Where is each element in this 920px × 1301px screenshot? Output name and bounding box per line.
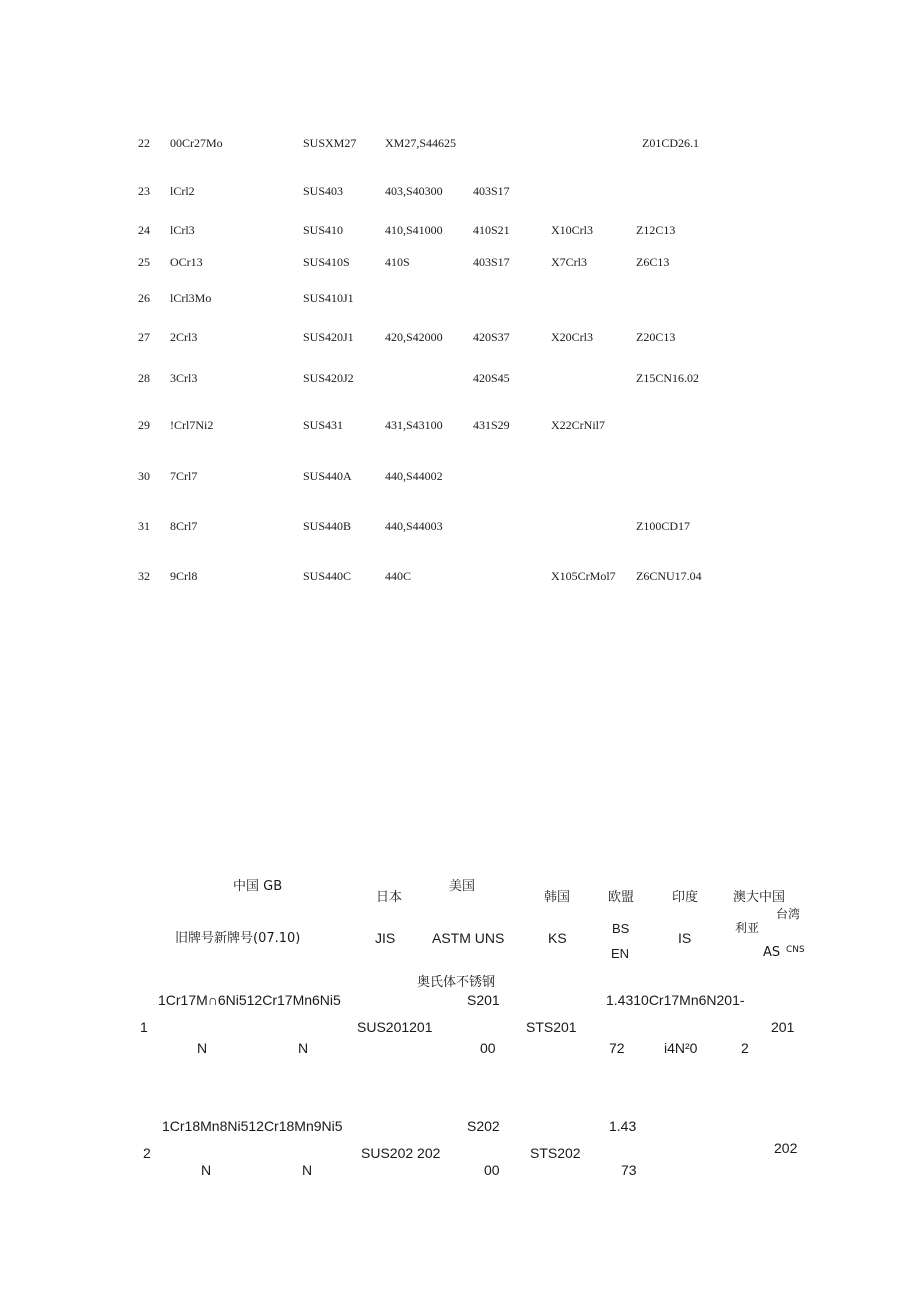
row-number: 32	[138, 569, 150, 583]
astm-grade: 410,S41000	[385, 223, 443, 237]
row-number: 2	[143, 1145, 151, 1161]
as-suffix: 2	[741, 1040, 749, 1056]
en-suffix: 72	[609, 1040, 625, 1056]
uns-suffix: 00	[480, 1040, 496, 1056]
bs-grade: 431S29	[473, 418, 510, 432]
header-ks: KS	[548, 930, 567, 946]
jis-grade: SUS410S	[303, 255, 350, 269]
astm-grade: 440,S44003	[385, 519, 443, 533]
header-australia-china: 澳大中国	[733, 890, 786, 905]
astm-grade: 440,S44002	[385, 469, 443, 483]
bs-grade: 410S21	[473, 223, 510, 237]
en-grade: 1.4310Cr17Mn6N201-	[606, 992, 745, 1008]
astm-grade: XM27,S44625	[385, 136, 457, 150]
gb-grades: 1Cr18Mn8Ni512Cr18Mn9Ni5	[162, 1118, 343, 1134]
row-number: 23	[138, 184, 150, 198]
gb-grade: 8Crl7	[170, 519, 198, 533]
header-usa: 美国	[449, 879, 476, 894]
jis-grade: SUS440B	[303, 519, 352, 533]
bs-grade: 420S37	[473, 330, 510, 344]
jis-grade: SUS440A	[303, 469, 352, 483]
en-grade: X22CrNil7	[551, 418, 605, 432]
jis-grade: SUS420J2	[303, 371, 354, 385]
row-number: 31	[138, 519, 150, 533]
gb-grade: lCrl3	[170, 223, 195, 237]
header-jis: JIS	[375, 930, 396, 946]
header-eu: 欧盟	[608, 890, 635, 905]
is-grade: i4N²0	[664, 1040, 698, 1056]
gb-grade: OCr13	[170, 255, 203, 269]
row-number: 30	[138, 469, 150, 483]
row-number: 26	[138, 291, 150, 305]
jis-grade: SUS201201	[357, 1019, 433, 1035]
ks-grade: STS202	[530, 1145, 581, 1161]
header-australia-fragment: 利亚	[735, 921, 760, 935]
row-number: 28	[138, 371, 150, 385]
gb-grades: 1Cr17M∩6Ni512Cr17Mn6Ni5	[158, 992, 341, 1008]
header-korea: 韩国	[544, 890, 571, 905]
jis-grade: SUS420J1	[303, 330, 354, 344]
row-number: 25	[138, 255, 150, 269]
section-title: 奥氏体不锈钢	[417, 975, 496, 990]
en-grade: 1.43	[609, 1118, 637, 1134]
bs-grade: 420S45	[473, 371, 510, 385]
row-number: 27	[138, 330, 150, 344]
gb-grade: 2Crl3	[170, 330, 198, 344]
astm-grade: 431,S43100	[385, 418, 443, 432]
jis-grade: SUS403	[303, 184, 344, 198]
en-suffix: 73	[621, 1162, 637, 1178]
row-number: 24	[138, 223, 150, 237]
row-number: 29	[138, 418, 150, 432]
gb-grade: 7Crl7	[170, 469, 198, 483]
header-china-gb: 中国 GB	[233, 879, 283, 894]
jis-grade: SUSXM27	[303, 136, 357, 150]
header-astm-uns: ASTM UNS	[432, 930, 505, 946]
en-grade: X10Crl3	[551, 223, 593, 237]
astm-grade: 440C	[385, 569, 412, 583]
ks-grade: STS201	[526, 1019, 577, 1035]
n-suffix: N	[298, 1040, 309, 1056]
uns-grade: S202	[467, 1118, 500, 1134]
uns-suffix: 00	[484, 1162, 500, 1178]
header-en: EN	[611, 946, 630, 961]
jis-grade: SUS202 202	[361, 1145, 441, 1161]
nf-grade: Z6C13	[636, 255, 670, 269]
nf-grade: Z01CD26.1	[642, 136, 699, 150]
header-as: AS	[763, 945, 781, 960]
header-india: 印度	[672, 890, 699, 905]
astm-grade: 403,S40300	[385, 184, 443, 198]
bs-grade: 403S17	[473, 184, 510, 198]
header-old-new-grade: 旧牌号新牌号(07.10)	[175, 931, 301, 946]
nf-grade: Z20C13	[636, 330, 676, 344]
en-grade: X7Crl3	[551, 255, 587, 269]
n-suffix: N	[302, 1162, 313, 1178]
header-cns: CNS	[786, 945, 805, 955]
header-bs: BS	[612, 921, 630, 936]
en-grade: X20Crl3	[551, 330, 593, 344]
cns-grade: 201	[771, 1019, 795, 1035]
jis-grade: SUS410	[303, 223, 344, 237]
gb-grade: lCrl3Mo	[170, 291, 212, 305]
uns-grade: S201	[467, 992, 500, 1008]
bs-grade: 403S17	[473, 255, 510, 269]
gb-grade: !Crl7Ni2	[170, 418, 214, 432]
cns-grade: 202	[774, 1140, 798, 1156]
header-japan: 日本	[376, 890, 403, 905]
gb-grade: lCrl2	[170, 184, 195, 198]
row-number: 1	[140, 1019, 148, 1035]
en-grade: X105CrMol7	[551, 569, 616, 583]
jis-grade: SUS410J1	[303, 291, 354, 305]
astm-grade: 410S	[385, 255, 410, 269]
row-number: 22	[138, 136, 150, 150]
astm-grade: 420,S42000	[385, 330, 443, 344]
gb-grade: 3Crl3	[170, 371, 198, 385]
jis-grade: SUS431	[303, 418, 344, 432]
header-taiwan: 台湾	[776, 907, 801, 921]
n-suffix: N	[197, 1040, 208, 1056]
nf-grade: Z15CN16.02	[636, 371, 699, 385]
n-suffix: N	[201, 1162, 212, 1178]
nf-grade: Z100CD17	[636, 519, 690, 533]
gb-grade: 9Crl8	[170, 569, 198, 583]
header-is: IS	[678, 930, 692, 946]
nf-grade: Z6CNU17.04	[636, 569, 702, 583]
nf-grade: Z12C13	[636, 223, 676, 237]
gb-grade: 00Cr27Mo	[170, 136, 223, 150]
jis-grade: SUS440C	[303, 569, 352, 583]
